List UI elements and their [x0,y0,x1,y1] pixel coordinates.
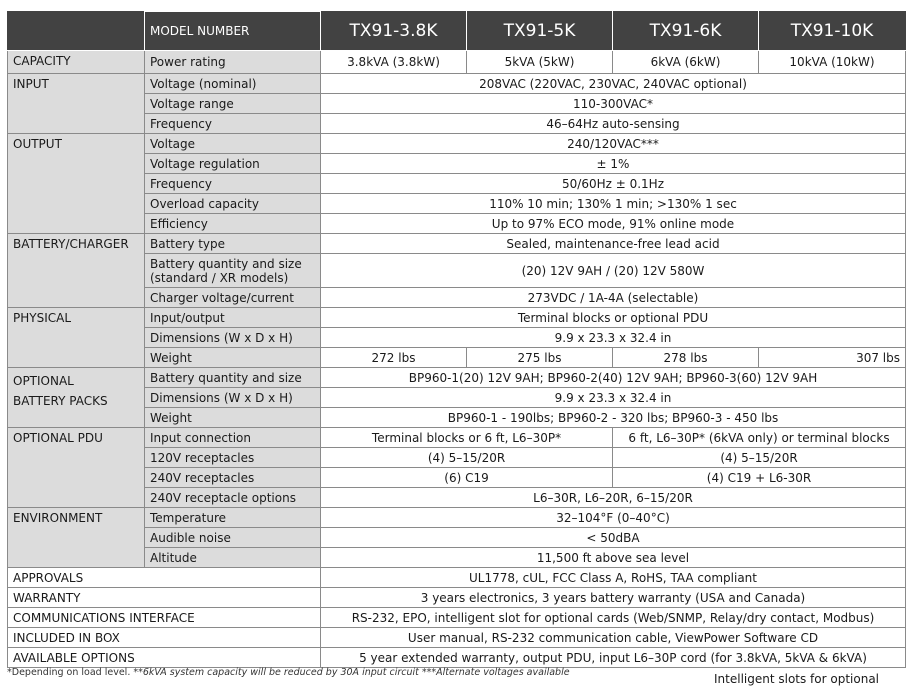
table-header-row [8,12,906,51]
row-value: 208VAC (220VAC, 230VAC, 240VAC optional) [321,74,906,94]
table-row [8,74,906,94]
weight-6k: 278 lbs [613,348,759,368]
category-communications: COMMUNICATIONS INTERFACE [8,608,321,628]
row-label: Overload capacity [145,194,321,214]
row-value: (20) 12V 9AH / (20) 12V 580W [321,254,906,288]
category-optional-pdu: OPTIONAL PDU [8,428,145,508]
model-header-5k: TX91-5K [467,12,613,51]
category-battery-charger: BATTERY/CHARGER [8,234,145,308]
row-label: Audible noise [145,528,321,548]
table-row [8,308,906,328]
row-label: 240V receptacles [145,468,321,488]
category-environment: ENVIRONMENT [8,508,145,568]
row-value: ± 1% [321,154,906,174]
weight-5k: 275 lbs [467,348,613,368]
power-rating-3-8k: 3.8kVA (3.8kW) [321,51,467,74]
table-row [8,234,906,254]
row-label: Charger voltage/current [145,288,321,308]
row-value: 3 years electronics, 3 years battery warranty (USA and Canada) [321,588,906,608]
row-value-left: (4) 5–15/20R [321,448,613,468]
spec-table [7,11,906,668]
row-value: RS-232, EPO, intelligent slot for optional cards (Web/SNMP, Relay/dry contact, Modbus) [321,608,906,628]
row-label: Efficiency [145,214,321,234]
row-value: 32–104°F (0–40°C) [321,508,906,528]
header-corner [8,12,145,51]
category-output: OUTPUT [8,134,145,234]
row-label-battery-qty [145,254,321,288]
row-value: Terminal blocks or optional PDU [321,308,906,328]
row-value-left: Terminal blocks or 6 ft, L6–30P* [321,428,613,448]
category-included: INCLUDED IN BOX [8,628,321,648]
row-value: 50/60Hz ± 0.1Hz [321,174,906,194]
model-header-3-8k: TX91-3.8K [321,12,467,51]
row-value-right: 6 ft, L6–30P* (6kVA only) or terminal blocks [613,428,906,448]
row-label: Dimensions (W x D x H) [145,328,321,348]
table-row [8,628,906,648]
footnote [7,667,570,678]
row-label: Voltage range [145,94,321,114]
footnote-part-1: *Depending on load level. [7,667,134,678]
row-value: 5 year extended warranty, output PDU, input L6–30P cord (for 3.8kVA, 5kVA & 6kVA) [321,648,906,668]
table-row [8,368,906,388]
row-label: Voltage (nominal) [145,74,321,94]
footnote-part-2: **6kVA system capacity will be reduced by 30A input circuit ***Alternate voltages available [133,667,570,678]
row-label: Battery type [145,234,321,254]
row-value: 273VDC / 1A-4A (selectable) [321,288,906,308]
table-row [8,608,906,628]
category-input: INPUT [8,74,145,134]
row-value: User manual, RS-232 communication cable, ViewPower Software CD [321,628,906,648]
row-value-right: (4) C19 + L6-30R [613,468,906,488]
table-row [8,428,906,448]
table-row [8,134,906,154]
model-number-header: MODEL NUMBER [145,12,321,51]
row-value: 46–64Hz auto-sensing [321,114,906,134]
row-label: 120V receptacles [145,448,321,468]
category-line: OPTIONAL [13,374,74,388]
row-label-line: Battery quantity and size [150,256,302,271]
row-label: Weight [145,348,321,368]
table-row [8,51,906,74]
row-value: L6–30R, L6–20R, 6–15/20R [321,488,906,508]
category-available-options: AVAILABLE OPTIONS [8,648,321,668]
table-row [8,648,906,668]
table-row [8,508,906,528]
row-value: UL1778, cUL, FCC Class A, RoHS, TAA compliant [321,568,906,588]
row-label: Input/output [145,308,321,328]
table-row [8,568,906,588]
category-line: BATTERY PACKS [13,394,108,408]
row-label: Dimensions (W x D x H) [145,388,321,408]
category-approvals: APPROVALS [8,568,321,588]
power-rating-6k: 6kVA (6kW) [613,51,759,74]
row-value: Up to 97% ECO mode, 91% online mode [321,214,906,234]
row-value: 240/120VAC*** [321,134,906,154]
category-optional-battery-packs [8,368,145,428]
row-label: Power rating [145,51,321,74]
row-value: BP960-1(20) 12V 9AH; BP960-2(40) 12V 9AH; BP960-3(60) 12V 9AH [321,368,906,388]
row-label: Battery quantity and size [145,368,321,388]
power-rating-10k: 10kVA (10kW) [759,51,906,74]
power-rating-5k: 5kVA (5kW) [467,51,613,74]
weight-3-8k: 272 lbs [321,348,467,368]
row-label: Frequency [145,174,321,194]
row-value: 9.9 x 23.3 x 32.4 in [321,388,906,408]
category-physical: PHYSICAL [8,308,145,368]
row-value: BP960-1 - 190lbs; BP960-2 - 320 lbs; BP960-3 - 450 lbs [321,408,906,428]
row-label: Voltage [145,134,321,154]
row-value: 110% 10 min; 130% 1 min; >130% 1 sec [321,194,906,214]
row-value: < 50dBA [321,528,906,548]
row-value: 9.9 x 23.3 x 32.4 in [321,328,906,348]
bottom-note: Intelligent slots for optional [714,672,880,686]
row-label: Frequency [145,114,321,134]
row-label: Input connection [145,428,321,448]
row-label-line: (standard / XR models) [150,270,289,285]
row-label: Temperature [145,508,321,528]
row-value: 110-300VAC* [321,94,906,114]
table-row [8,588,906,608]
category-warranty: WARRANTY [8,588,321,608]
model-header-10k: TX91-10K [759,12,906,51]
weight-10k: 307 lbs [759,348,906,368]
row-label: 240V receptacle options [145,488,321,508]
model-header-6k: TX91-6K [613,12,759,51]
row-value: 11,500 ft above sea level [321,548,906,568]
row-label: Weight [145,408,321,428]
row-label: Altitude [145,548,321,568]
row-label: Voltage regulation [145,154,321,174]
row-value-right: (4) 5–15/20R [613,448,906,468]
category-capacity: CAPACITY [8,51,145,74]
row-value-left: (6) C19 [321,468,613,488]
row-value: Sealed, maintenance-free lead acid [321,234,906,254]
